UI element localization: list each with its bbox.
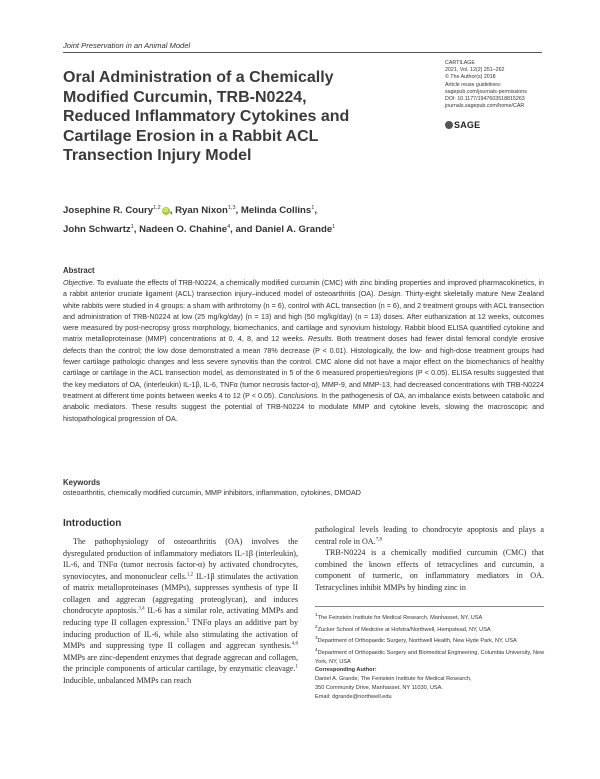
- author-name: Daniel A. Grande: [255, 224, 333, 236]
- reuse-link[interactable]: sagepub.com/journals-permissions: [445, 88, 527, 95]
- corresponding-author-email[interactable]: Email: dgrande@northwell.edu: [315, 693, 392, 700]
- running-head: Joint Preservation in an Animal Model: [63, 41, 191, 50]
- orcid-icon[interactable]: iD: [163, 208, 169, 215]
- intro-paragraph: The pathophysiology of osteoarthritis (OA) involves the dysregulated production of inflammatory mediators IL-1β (interleukin), IL-6, and TNFα (tumor necrosis factor-α) by activated chondrocytes, synoviocytes, and mononuclear cells.$^{1,2}$ IL-1β stimulates the activation of matrix metalloproteinases (MMPs), suppresses synthesis of type II collagen and aggrecan (aggregating proteoglycan), and induces chondrocyte apoptosis.$^{3,4}$ IL-6 has a similar role, activating MMPs and reducing type II collagen expression.$^5$ TNFα plays an additive part by inducing production of IL-6, while also stimulating the activation of MMPs and suppressing type II collagen and aggrecan synthesis.$^{4,6}$ MMPs are zinc-dependent enzymes that degrade aggrecan and collagen, the principle components of articular cartilage, by enzymatic cleavage.$^1$ Inducible, unbalanced MMPs can reach: [63, 537, 298, 685]
- reuse-guidelines: Article reuse guidelines:: [445, 81, 502, 88]
- affiliation-item: $^1$The Feinstein Institute for Medical Research, Manhasset, NY, USA: [315, 612, 483, 621]
- sage-logo-icon: [445, 121, 453, 129]
- corresponding-author-address: 350 Community Drive, Manhasset, NY 11030, USA.: [315, 685, 443, 692]
- doi-link[interactable]: DOI: 10.1177/1947603518815263: [445, 96, 525, 103]
- abstract-body: Objective. To evaluate the effects of TRB-N0224, a chemically modified curcumin (CMC) with zinc binding properties and improved pharmacokinetics, in a rabbit anterior cruciate ligament (ACL) transection injury–induced model of osteoarthritis (OA). Design. Thirty-eight skeletally mature New Zealand white rabbits were studied in 4 groups: a sham with arthrotomy (n = 6), control with ACL transection (n = 6), and 2 treatment groups with ACL transection and administration of TRB-N0224 at low (25 mg/kg/day) (n = 13) and high (50 mg/kg/day) (n = 13) doses. After euthanization at 12 weeks, outcomes were measured by post-necropsy gross morphology, biomechanics, and cartilage and synovium histology. Rabbit blood ELISA quantified cytokine and matrix metalloproteinase (MMP) concentrations at 0, 4, 8, and 12 weeks. Results. Both treatment doses had fewer distal femoral condyle erosive defects than the control; the low dose demonstrated a mean 78% decrease (P < 0.01). Histologically, the low- and high-dose treatment groups had fewer cartilage pathologic changes and less severe synovitis than the control. CMC alone did not have a major effect on the biomechanics of healthy cartilage or cartilage in the ACL transection model, as demonstrated in 5 of the 6 measured properties/regions (P < 0.05). ELISA results suggested that the key mediators of OA, (interleukin) IL-1β, IL-6, TNFα (tumor necrosis factor-α), MMP-9, and MMP-13, had decreased concentrations with TRB-N0224 treatment at different time points between weeks 4 to 12 (P < 0.05). Conclusions. In the pathogenesis of OA, an imbalance exists between catabolic and anabolic mediators. These results suggest the potential of TRB-N0224 to modulate MMP and cytokine levels, slowing the macroscopic and histopathological progression of OA.: [63, 279, 545, 423]
- intro-column-left: [63, 536, 298, 687]
- affiliation-item: $^2$Zucker School of Medicine at Hofstra/Northwell, Hempstead, NY, USA: [315, 623, 491, 633]
- author-name: Ryan Nixon: [175, 205, 228, 217]
- header-rule: [63, 52, 542, 53]
- introduction-heading: Introduction: [63, 518, 122, 529]
- footnote-rule: [315, 606, 544, 607]
- keywords-heading: Keywords: [63, 478, 101, 487]
- journal-meta: [445, 60, 555, 110]
- affiliation-item: $^3$Department of Orthopaedic Surgery, Northwell Health, New Hyde Park, NY, USA: [315, 635, 517, 645]
- author-list: Josephine R. Coury$^{1,2}$iD , Ryan Nixon$^{1,3}$, Melinda Collins$^1$, John Schwartz$^1$, Nadeen O. Chahine$^4$, and Daniel A. Grande$^1$: [63, 205, 336, 236]
- publisher-logo: SAGE: [445, 120, 480, 130]
- journal-link[interactable]: journals.sagepub.com/home/CAR: [445, 103, 525, 110]
- intro-column-right: [315, 524, 544, 593]
- author-name: Nadeen O. Chahine: [139, 224, 228, 236]
- author-name: Melinda Collins: [240, 205, 312, 217]
- journal-name: CARTILAGE: [445, 60, 475, 66]
- intro-paragraph: pathological levels leading to chondrocyte apoptosis and plays a central role in OA.$^{7,8}$: [315, 525, 544, 546]
- affiliations: [315, 611, 547, 702]
- author-name: Josephine R. Coury: [63, 205, 154, 217]
- affiliation-item: $^4$Department of Orthopaedic Surgery and Biomedical Engineering, Columbia University, New York, NY, USA: [315, 646, 545, 665]
- corresponding-author-name: Daniel A. Grande, The Feinstein Institute for Medical Research,: [315, 676, 472, 683]
- author-name: John Schwartz: [63, 224, 131, 236]
- intro-paragraph: TRB-N0224 is a chemically modified curcumin (CMC) that combined the known effects of tetracyclines and curcumin, a component of turmeric, on inflammatory mediators in OA. Tetracyclines inhibit MMPs by binding zinc in: [315, 548, 544, 592]
- citation: 2021, Vol. 12(2) 251–262: [445, 67, 505, 74]
- keywords-list: osteoarthritis, chemically modified curcumin, MMP inhibitors, inflammation, cytokines, DMOAD: [63, 489, 361, 497]
- corresponding-author-heading: Corresponding Author:: [315, 667, 377, 674]
- abstract-heading: Abstract: [63, 266, 95, 275]
- copyright: © The Author(s) 2018: [445, 74, 496, 81]
- article-title: Oral Administration of a Chemically Modified Curcumin, TRB-N0224, Reduced Inflammatory Cytokines and Cartilage Erosion in a Rabbit ACL Transection Injury Model: [63, 69, 350, 164]
